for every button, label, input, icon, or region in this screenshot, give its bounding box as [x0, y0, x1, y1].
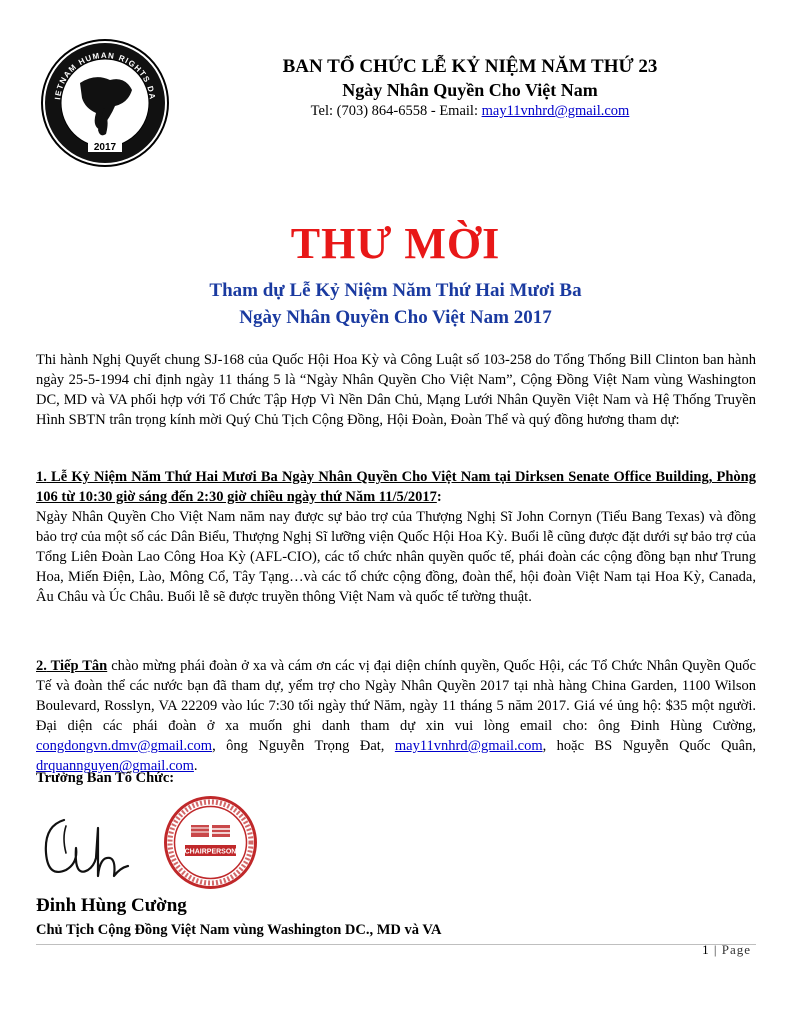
- page-separator: |: [709, 942, 722, 957]
- signer-name: Đinh Hùng Cường: [36, 895, 187, 916]
- letter-subtitle: [0, 277, 791, 331]
- header-email-link[interactable]: may11vnhrd@gmail.com: [481, 103, 630, 119]
- letter-title: THƯ MỜI: [290, 219, 501, 268]
- section-2: [36, 656, 756, 776]
- letterhead: [200, 55, 740, 121]
- vietnam-human-rights-day-logo: [40, 38, 170, 168]
- community-seal: [163, 795, 258, 890]
- section-2-text-2: , ông Nguyễn Trọng Đat,: [212, 738, 395, 754]
- email-link-may11vnhrd[interactable]: may11vnhrd@gmail.com: [394, 738, 543, 754]
- subtitle-line-2: Ngày Nhân Quyền Cho Việt Nam 2017: [239, 307, 552, 328]
- logo-arc-text: IETNAM HUMAN RIGHTS DA: [53, 50, 157, 101]
- page-number-value: 1: [702, 942, 710, 957]
- seal-label: CHAIRPERSON: [184, 848, 237, 856]
- email-link-congdongvn[interactable]: congdongvn.dmv@gmail.com: [36, 738, 213, 754]
- section-2-number: 2.: [36, 658, 47, 674]
- section-1-heading-text: Lễ Kỷ Niệm Năm Thứ Hai Mươi Ba Ngày Nhân Quyền Cho Việt Nam tại Dirksen Senate Office Building, Phòng 106 từ 10:30 giờ sáng đến 2:30 giờ chiều ngày thứ Năm 11/5/2017: [36, 469, 756, 505]
- letterhead-subtitle: Ngày Nhân Quyền Cho Việt Nam: [342, 80, 598, 100]
- email-link-drquannguyen[interactable]: drquannguyen@gmail.com: [36, 758, 194, 774]
- intro-paragraph: Thi hành Nghị Quyết chung SJ-168 của Quốc Hội Hoa Kỳ và Công Luật số 103-258 do Tổng Thống Bill Clinton ban hành ngày 25-5-1994 chỉ định ngày 11 tháng 5 là “Ngày Nhân Quyền Cho Việt Nam”, Cộng Đồng Việt Nam vùng Washington DC, MD và VA phối hợp với Tổ Chức Tập Hợp Vì Nền Dân Chủ, Mạng Lưới Nhân Quyền Việt Nam và Hệ Thống Truyền Hình SBTN trân trọng kính mời Quý Chủ Tịch Cộng Đồng, Hội Đoàn, Đoàn Thể và quý đồng hương tham dự:: [36, 352, 756, 428]
- section-2-text-1: chào mừng phái đoàn ở xa và cám ơn các vị đại diện chính quyền, Quốc Hội, các Tổ Chức Nhân Quyền Quốc Tế và đoàn thể các nước bạn đã tham dự, yểm trợ cho Ngày Nhân Quyền 2017 tại nhà hàng China Garden, 1100 Wilson Boulevard, Rosslyn, VA 22209 vào lúc 7:30 tối ngày thứ Năm, ngày 11 tháng 5 năm 2017. Giá vé ủng hộ: $35 một người. Đại diện các phái đoàn ở xa muốn ghi danh tham dự xin vui lòng email cho: ông Đinh Hùng Cường,: [36, 658, 756, 734]
- section-1-colon: :: [436, 489, 442, 505]
- section-1-body: Ngày Nhân Quyền Cho Việt Nam năm nay được sự bảo trợ của Thượng Nghị Sĩ John Cornyn (Tiểu Bang Texas) và đồng bảo trợ của một số các Dân Biểu, Thượng Nghị Sĩ lưỡng viện Quốc Hội Hoa Kỳ. Buổi lễ cũng được đặt dưới sự bảo trợ của Tổng Liên Đoàn Lao Công Hoa Kỳ (AFL-CIO), các tổ chức nhân quyền quốc tế, phái đoàn các cộng đồng bạn như Trung Hoa, Miến Điện, Lào, Mông Cổ, Tây Tạng…và các tổ chức cộng đồng, đoàn thể, hội đoàn Việt Nam tại Hoa Kỳ, Canada, Âu Châu và Úc Châu. Buổi lễ sẽ được truyền thông Việt Nam và quốc tế tường thuật.: [36, 509, 756, 605]
- section-2-text-4: .: [193, 758, 198, 774]
- signature-heading: Trưởng Ban Tổ Chức:: [36, 770, 175, 786]
- section-2-text-3: , hoặc BS Nguyễn Quốc Quân,: [542, 738, 756, 754]
- contact-line: [200, 101, 740, 121]
- footer-divider: [36, 944, 756, 945]
- subtitle-line-1: Tham dự Lễ Kỷ Niệm Năm Thứ Hai Mươi Ba: [209, 280, 582, 301]
- handwritten-signature: [36, 808, 136, 888]
- section-1: [36, 467, 756, 607]
- contact-text: Tel: (703) 864-6558 - Email:: [310, 103, 482, 119]
- page-number: [702, 942, 751, 958]
- section-1-number: 1.: [36, 469, 47, 485]
- signer-title: Chủ Tịch Cộng Đồng Việt Nam vùng Washington DC., MD và VA: [36, 922, 442, 938]
- page-label: Page: [721, 942, 751, 957]
- logo-year: 2017: [93, 142, 117, 153]
- section-2-heading: Tiếp Tân: [46, 658, 108, 674]
- organization-name: BAN TỔ CHỨC LỄ KỶ NIỆM NĂM THỨ 23: [282, 56, 658, 77]
- section-1-heading: [36, 467, 756, 507]
